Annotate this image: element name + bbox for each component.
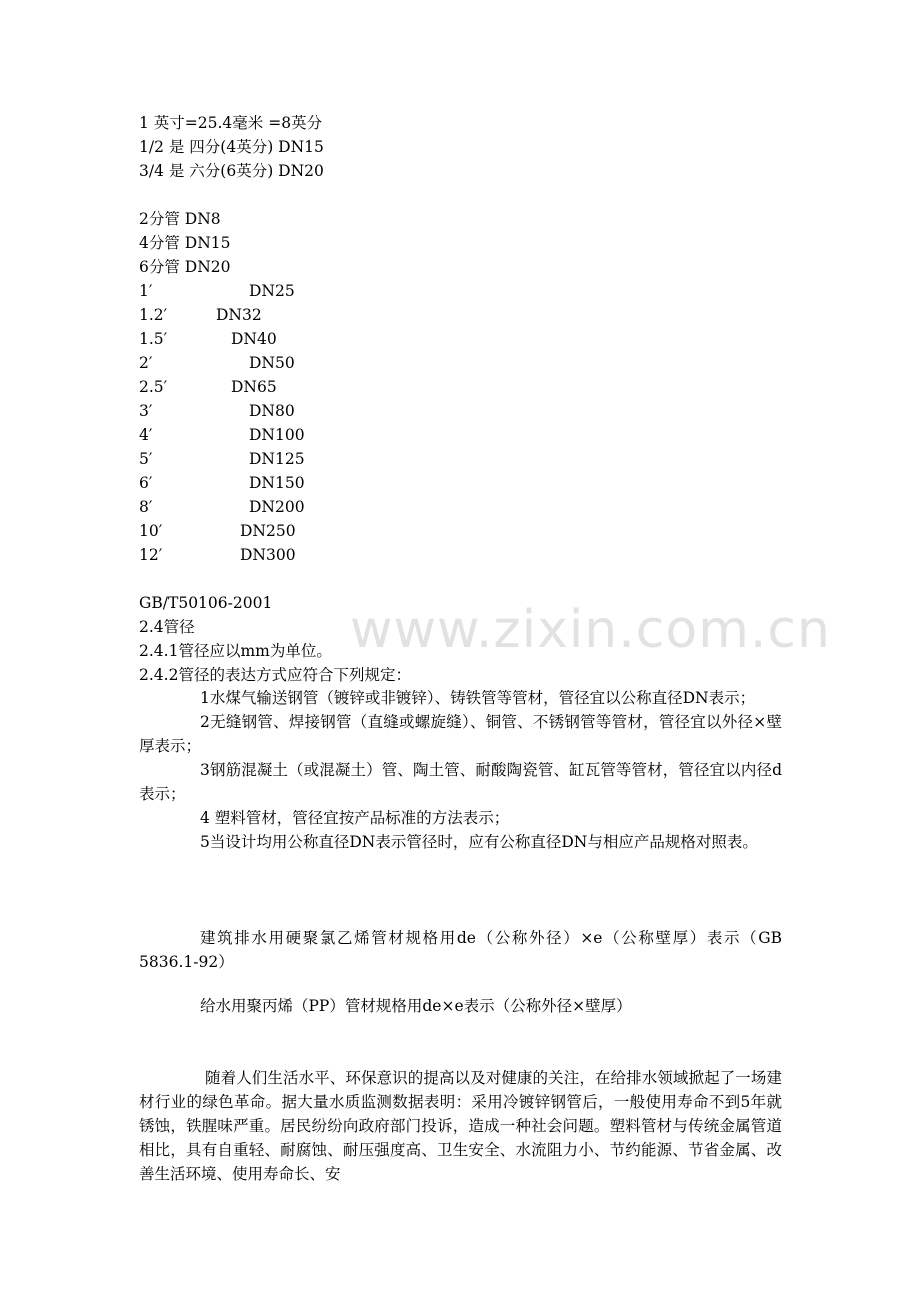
pp-pipe-note: 给水用聚丙烯（PP）管材规格用de×e表示（公称外径×壁厚） bbox=[200, 997, 632, 1015]
dn-value: DN300 bbox=[240, 546, 296, 564]
standard-item: 4 塑料管材，管径宜按产品标准的方法表示； bbox=[200, 809, 510, 827]
inch-value: 3′ bbox=[139, 402, 153, 420]
clause-2-4-1: 2.4.1管径应以mm为单位。 bbox=[139, 642, 332, 660]
dn-value: DN125 bbox=[249, 450, 305, 468]
standard-item: 3钢筋混凝土（或混凝土）管、陶土管、耐酸陶瓷管、缸瓦管等管材，管径宜以内径d表示； bbox=[139, 761, 782, 803]
dn-value: DN150 bbox=[249, 474, 305, 492]
standard-code: GB/T50106-2001 bbox=[139, 594, 273, 612]
dn-value: DN200 bbox=[249, 498, 305, 516]
inch-value: 1.5′ bbox=[139, 330, 168, 348]
inch-value: 1′ bbox=[139, 282, 153, 300]
pvc-pipe-note: 建筑排水用硬聚氯乙烯管材规格用de（公称外径）×e（公称壁厚）表示（GB 5836.1-92） bbox=[139, 929, 782, 971]
clause-2-4-2: 2.4.2管径的表达方式应符合下列规定： bbox=[139, 666, 411, 684]
dn-value: DN80 bbox=[249, 402, 295, 420]
inch-value: 6′ bbox=[139, 474, 153, 492]
section-heading: 2.4管径 bbox=[139, 618, 195, 636]
conversion-line-half: 1/2 是 四分(4英分) DN15 bbox=[139, 138, 324, 156]
dn-value: DN100 bbox=[249, 426, 305, 444]
inch-value: 2.5′ bbox=[139, 378, 168, 396]
dn-value: DN40 bbox=[231, 330, 277, 348]
inch-value: 1.2′ bbox=[139, 306, 168, 324]
watermark: www.zixin.com.cn bbox=[350, 600, 831, 660]
inch-value: 4′ bbox=[139, 426, 153, 444]
conversion-line-three-quarter: 3/4 是 六分(6英分) DN20 bbox=[139, 162, 324, 180]
pp-pipe-note-block bbox=[139, 994, 782, 1018]
inch-value: 10′ bbox=[139, 522, 163, 540]
dn-value: DN250 bbox=[240, 522, 296, 540]
pvc-pipe-note-block bbox=[139, 926, 782, 974]
standard-items bbox=[139, 686, 782, 854]
body-paragraph: 随着人们生活水平、环保意识的提高以及对健康的关注，在给排水领域掀起了一场建材行业的绿色革命。据大量水质监测数据表明：采用冷镀锌钢管后，一般使用寿命不到5年就锈蚀，铁腥味严重。居民纷纷向政府部门投诉，造成一种社会问题。塑料管材与传统金属管道相比，具有自重轻、耐腐蚀、耐压强度高、卫生安全、水流阻力小、节约能源、节省金属、改善生活环境、使用寿命长、安 bbox=[139, 1069, 782, 1183]
inch-value: 8′ bbox=[139, 498, 153, 516]
standard-item: 5当设计均用公称直径DN表示管径时，应有公称直径DN与相应产品规格对照表。 bbox=[200, 833, 758, 851]
standard-item: 2无缝钢管、焊接钢管（直缝或螺旋缝）、铜管、不锈钢管等管材，管径宜以外径×壁厚表示； bbox=[139, 713, 782, 755]
inch-value: 12′ bbox=[139, 546, 163, 564]
dn-value: DN25 bbox=[249, 282, 295, 300]
standard-item: 1水煤气输送钢管（镀锌或非镀锌）、铸铁管等管材，管径宜以公称直径DN表示； bbox=[200, 689, 756, 707]
dn-value: DN32 bbox=[216, 306, 262, 324]
fen-pipe-line: 6分管 DN20 bbox=[139, 258, 231, 276]
fen-pipe-line: 4分管 DN15 bbox=[139, 234, 231, 252]
body-paragraph-block bbox=[139, 1066, 782, 1186]
fen-pipe-line: 2分管 DN8 bbox=[139, 210, 221, 228]
dn-value: DN50 bbox=[249, 354, 295, 372]
inch-value: 2′ bbox=[139, 354, 153, 372]
inch-value: 5′ bbox=[139, 450, 153, 468]
dn-value: DN65 bbox=[231, 378, 277, 396]
conversion-line-inch: 1 英寸=25.4毫米 =8英分 bbox=[139, 114, 323, 132]
